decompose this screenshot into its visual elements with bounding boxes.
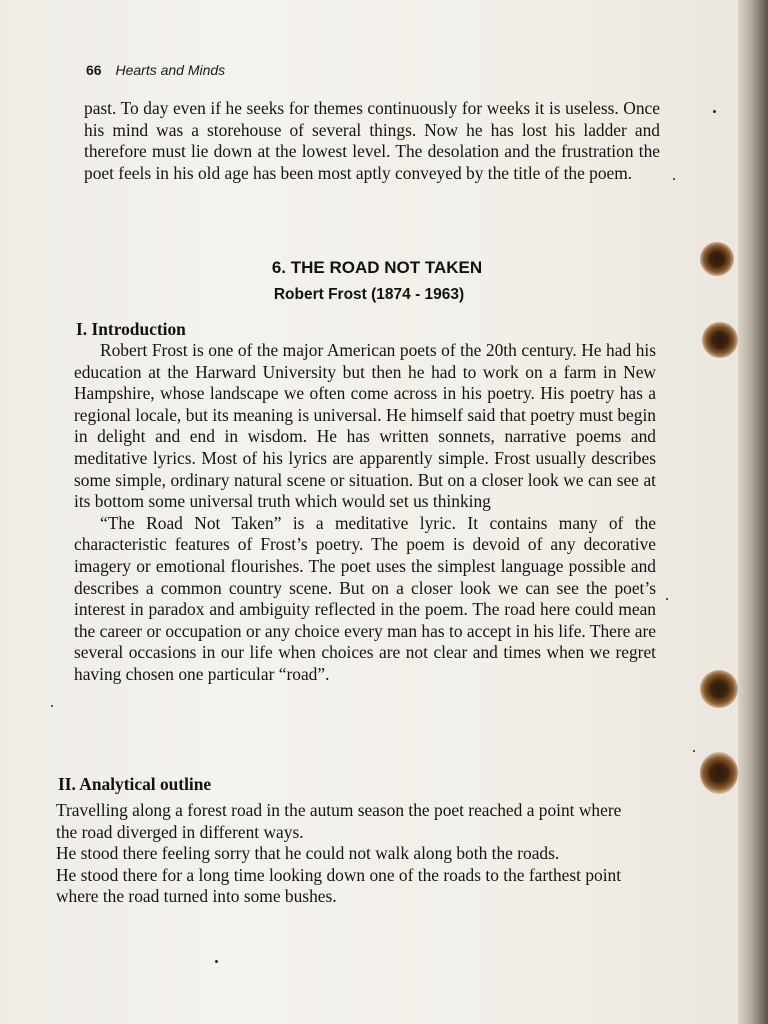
- page-edge: [738, 0, 768, 1024]
- book-title: Hearts and Minds: [115, 62, 226, 78]
- chapter-author: Robert Frost (1874 - 1963): [273, 286, 465, 303]
- paragraph: Robert Frost is one of the major American poets of the 20th century. He had his education at the Harward University but then he had to work on a farm in New Hampshire, whose landscape we often come across in his poetry. His poetry has a regional locale, but its meaning is universal. He himself said that poetry must begin in delight and end in wisdom. He has written sonnets, narrative poems and meditative lyrics. Most of his lyrics are apparently simple. Frost usually describes some simple, ordinary natural scene or situation. But on a closer look we can see at its bottom some universal truth which would set us thinking: [74, 340, 656, 512]
- burn-mark: [700, 242, 734, 276]
- burn-mark: [702, 322, 738, 358]
- paragraph: He stood there for a long time looking down one of the roads to the farthest point where the road turned into some bushes.: [56, 864, 622, 907]
- paragraph: “The Road Not Taken” is a meditative lyric. It contains many of the characteristic features of Frost’s poetry. The poem is devoid of any decorative imagery or emotional flourishes. The poet uses the simplest language possible and describes a common country scene. But on a closer look we can see the poet’s interest in paradox and ambiguity reflected in the poem. The road here could mean the career or occupation or any choice every man has to accept in his life. There are several occasions in our life when choices are not clear and times when we regret having chosen one particular “road”.: [74, 512, 656, 684]
- running-head: [86, 62, 225, 78]
- speck: [666, 598, 668, 600]
- section-heading-analytical-outline: II. Analytical outline: [58, 774, 212, 794]
- speck: [673, 178, 675, 180]
- chapter-title: 6. THE ROAD NOT TAKEN: [271, 258, 483, 277]
- analytical-outline-body: [56, 800, 644, 908]
- paragraph: past. To day even if he seeks for themes continuously for weeks it is useless. Once his mind was a storehouse of several things. Now he has lost his ladder and therefore must lie down at the lowest level. The desolation and the frustration the poet feels in his old age has been most aptly conveyed by the title of the poem.: [84, 98, 660, 183]
- burn-mark: [700, 752, 738, 794]
- section-heading-introduction: I. Introduction: [76, 319, 186, 339]
- continued-paragraph: [84, 98, 660, 184]
- paragraph: Travelling along a forest road in the autum season the poet reached a point where the road diverged in different ways.: [56, 800, 622, 842]
- speck: [215, 960, 218, 963]
- introduction-body: [74, 340, 656, 686]
- speck: [51, 705, 53, 707]
- paragraph: He stood there feeling sorry that he could not walk along both the roads.: [56, 843, 560, 864]
- page-number: 66: [86, 62, 102, 78]
- speck: [713, 110, 716, 113]
- burn-mark: [700, 670, 738, 708]
- speck: [693, 750, 695, 752]
